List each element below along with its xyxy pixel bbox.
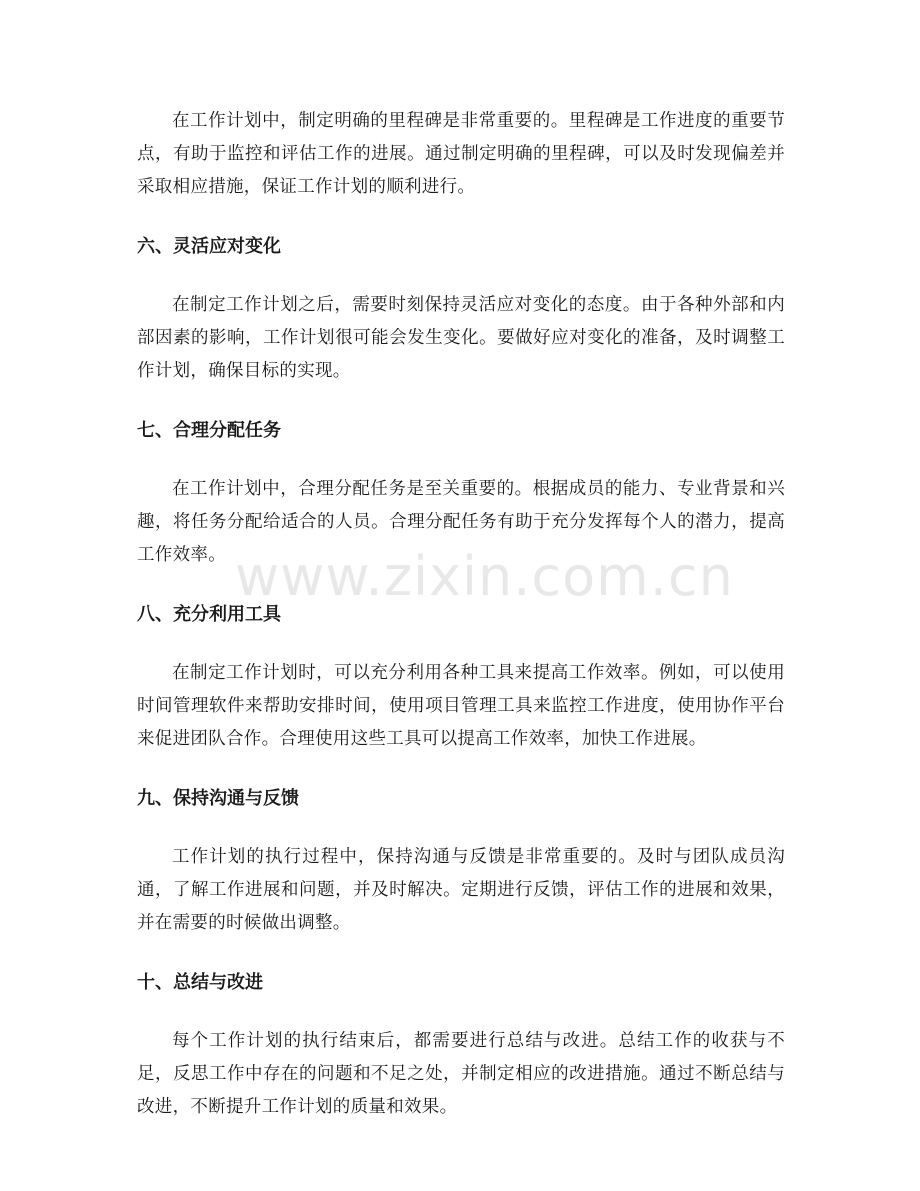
section-heading-9: 九、保持沟通与反馈 — [137, 788, 299, 809]
document-body — [137, 100, 785, 1124]
watermark-text: www.zixin.com.cn — [235, 545, 734, 608]
section-heading-10: 十、总结与改进 — [137, 972, 263, 993]
section-paragraph-8: 在制定工作计划时，可以充分利用各种工具来提高工作效率。例如，可以使用时间管理软件来帮助安排时间，使用项目管理工具来监控工作进度，使用协作平台来促进团队合作。合理使用这些工具可以提高工作效率，加快工作进展。 — [137, 663, 785, 749]
intro-paragraph: 在工作计划中，制定明确的里程碑是非常重要的。里程碑是工作进度的重要节点，有助于监控和评估工作的进展。通过制定明确的里程碑，可以及时发现偏差并采取相应措施，保证工作计划的顺利进行。 — [137, 111, 785, 197]
section-heading-8: 八、充分利用工具 — [137, 604, 281, 625]
section-paragraph-7: 在工作计划中，合理分配任务是至关重要的。根据成员的能力、专业背景和兴趣，将任务分配给适合的人员。合理分配任务有助于充分发挥每个人的潜力，提高工作效率。 — [137, 479, 785, 565]
section-paragraph-6: 在制定工作计划之后，需要时刻保持灵活应对变化的态度。由于各种外部和内部因素的影响，工作计划很可能会发生变化。要做好应对变化的准备，及时调整工作计划，确保目标的实现。 — [137, 295, 785, 381]
section-paragraph-10: 每个工作计划的执行结束后，都需要进行总结与改进。总结工作的收获与不足，反思工作中存在的问题和不足之处，并制定相应的改进措施。通过不断总结与改进，不断提升工作计划的质量和效果。 — [137, 1031, 785, 1117]
section-heading-6: 六、灵活应对变化 — [137, 236, 281, 257]
section-paragraph-9: 工作计划的执行过程中，保持沟通与反馈是非常重要的。及时与团队成员沟通，了解工作进展和问题，并及时解决。定期进行反馈，评估工作的进展和效果，并在需要的时候做出调整。 — [137, 847, 785, 933]
section-heading-7: 七、合理分配任务 — [137, 420, 281, 441]
